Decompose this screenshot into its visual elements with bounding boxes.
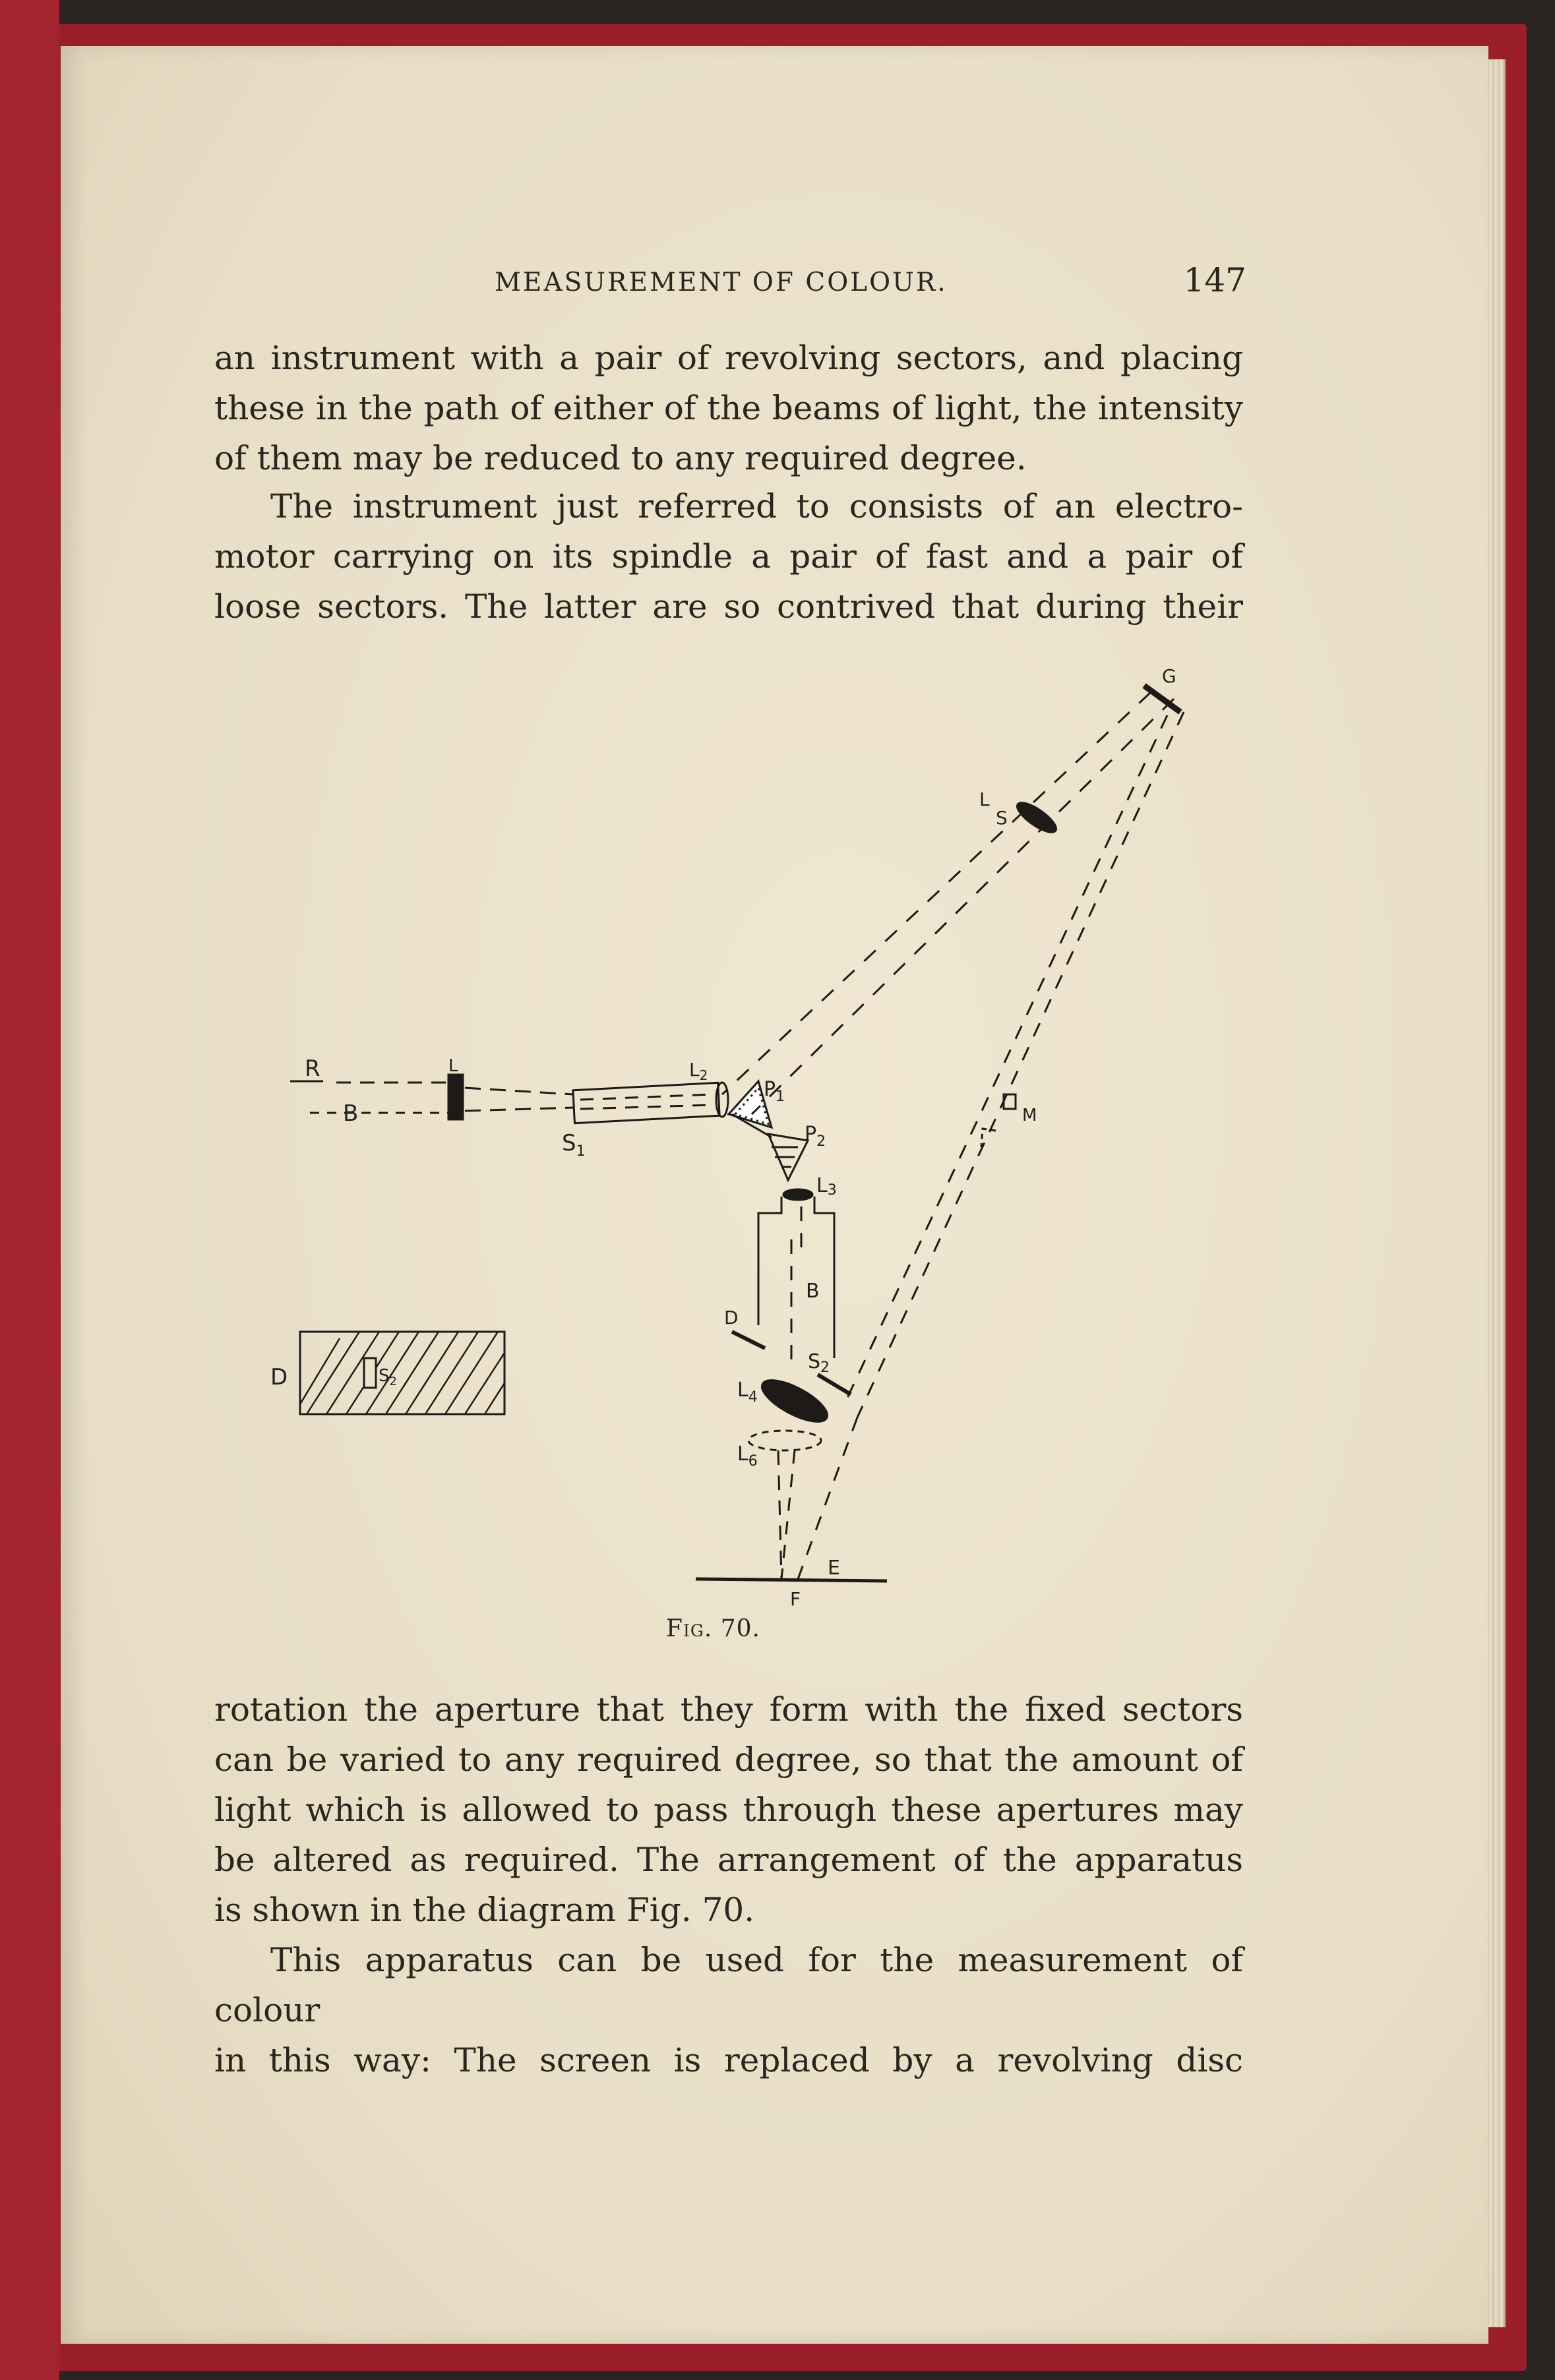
label-S-box-letter: S [379, 1366, 390, 1386]
label-S2-sub: 2 [820, 1359, 830, 1376]
text-line: of them may be reduced to any required degree. [214, 439, 1027, 477]
label-B2: B [806, 1280, 820, 1303]
running-title: MEASUREMENT OF COLOUR. [495, 268, 948, 297]
label-B: B [343, 1100, 359, 1127]
label-LS-S: S [996, 807, 1008, 829]
label-L3 [816, 1174, 837, 1199]
label-L2-letter: L [689, 1059, 700, 1081]
paragraph-1 [214, 333, 1243, 483]
text-line: be altered as required. The arrangement of the apparatus [214, 1841, 1243, 1879]
label-L6-sub: 6 [748, 1453, 758, 1470]
label-L4-letter: L [737, 1379, 748, 1402]
label-L3-letter: L [816, 1174, 828, 1197]
text-line: This apparatus can be used for the measurement of colour [214, 1941, 1243, 2029]
label-L2 [689, 1059, 708, 1083]
label-L: L [448, 1056, 458, 1076]
book-cover-left [0, 0, 59, 2380]
label-S1-letter: S [562, 1130, 576, 1156]
text-line: rotation the aperture that they form with the fixed sectors [214, 1690, 1243, 1729]
label-P1-letter: P [764, 1078, 776, 1101]
label-G: G [1162, 665, 1176, 687]
page-header [495, 261, 1246, 307]
label-P1 [764, 1078, 785, 1105]
label-R: R [305, 1056, 320, 1082]
label-LS-L: L [979, 788, 990, 810]
label-L6-letter: L [737, 1443, 748, 1466]
text-line: can be varied to any required degree, so that the amount of [214, 1740, 1243, 1779]
text-line: these in the path of either of the beams of light, the intensity [214, 389, 1243, 427]
text-line: The instrument just referred to consists of an electro- [270, 487, 1243, 525]
label-L4 [737, 1379, 758, 1406]
text-line: in this way: The screen is replaced by a revolving disc [214, 2041, 1243, 2079]
label-D-mirror: D [724, 1307, 739, 1328]
label-D-box: D [270, 1364, 288, 1390]
text-line: light which is allowed to pass through these apertures may [214, 1791, 1243, 1829]
text-line: motor carrying on its spindle a pair of fast and a pair of [214, 537, 1243, 576]
label-F: F [790, 1588, 801, 1609]
label-P2 [805, 1123, 826, 1150]
label-S2 [808, 1350, 830, 1376]
label-S1 [562, 1130, 586, 1160]
label-M: M [1022, 1106, 1037, 1125]
label-P1-sub: 1 [776, 1088, 785, 1105]
label-L6 [737, 1443, 758, 1470]
paragraph-4 [214, 1935, 1243, 2085]
label-P2-letter: P [805, 1123, 817, 1146]
text-line: loose sectors. The latter are so contrived that during their [214, 587, 1243, 626]
label-S-box-sub: 2 [389, 1375, 397, 1388]
label-L4-sub: 4 [748, 1389, 758, 1406]
label-L2-sub: 2 [699, 1067, 708, 1083]
text-line: an instrument with a pair of revolving sectors, and placing [214, 339, 1243, 377]
paragraph-3 [214, 1684, 1243, 1935]
text-line: is shown in the diagram Fig. 70. [214, 1891, 755, 1929]
label-E: E [828, 1557, 840, 1580]
figure-caption: Fig. 70. [666, 1615, 760, 1642]
figure-70-diagram [264, 653, 1220, 1609]
label-S1-sub: 1 [576, 1143, 586, 1160]
label-P2-sub: 2 [816, 1133, 826, 1150]
label-L3-sub: 3 [827, 1182, 837, 1199]
page-number: 147 [1183, 261, 1246, 299]
paragraph-2 [214, 481, 1243, 632]
label-S2-letter: S [808, 1350, 821, 1373]
